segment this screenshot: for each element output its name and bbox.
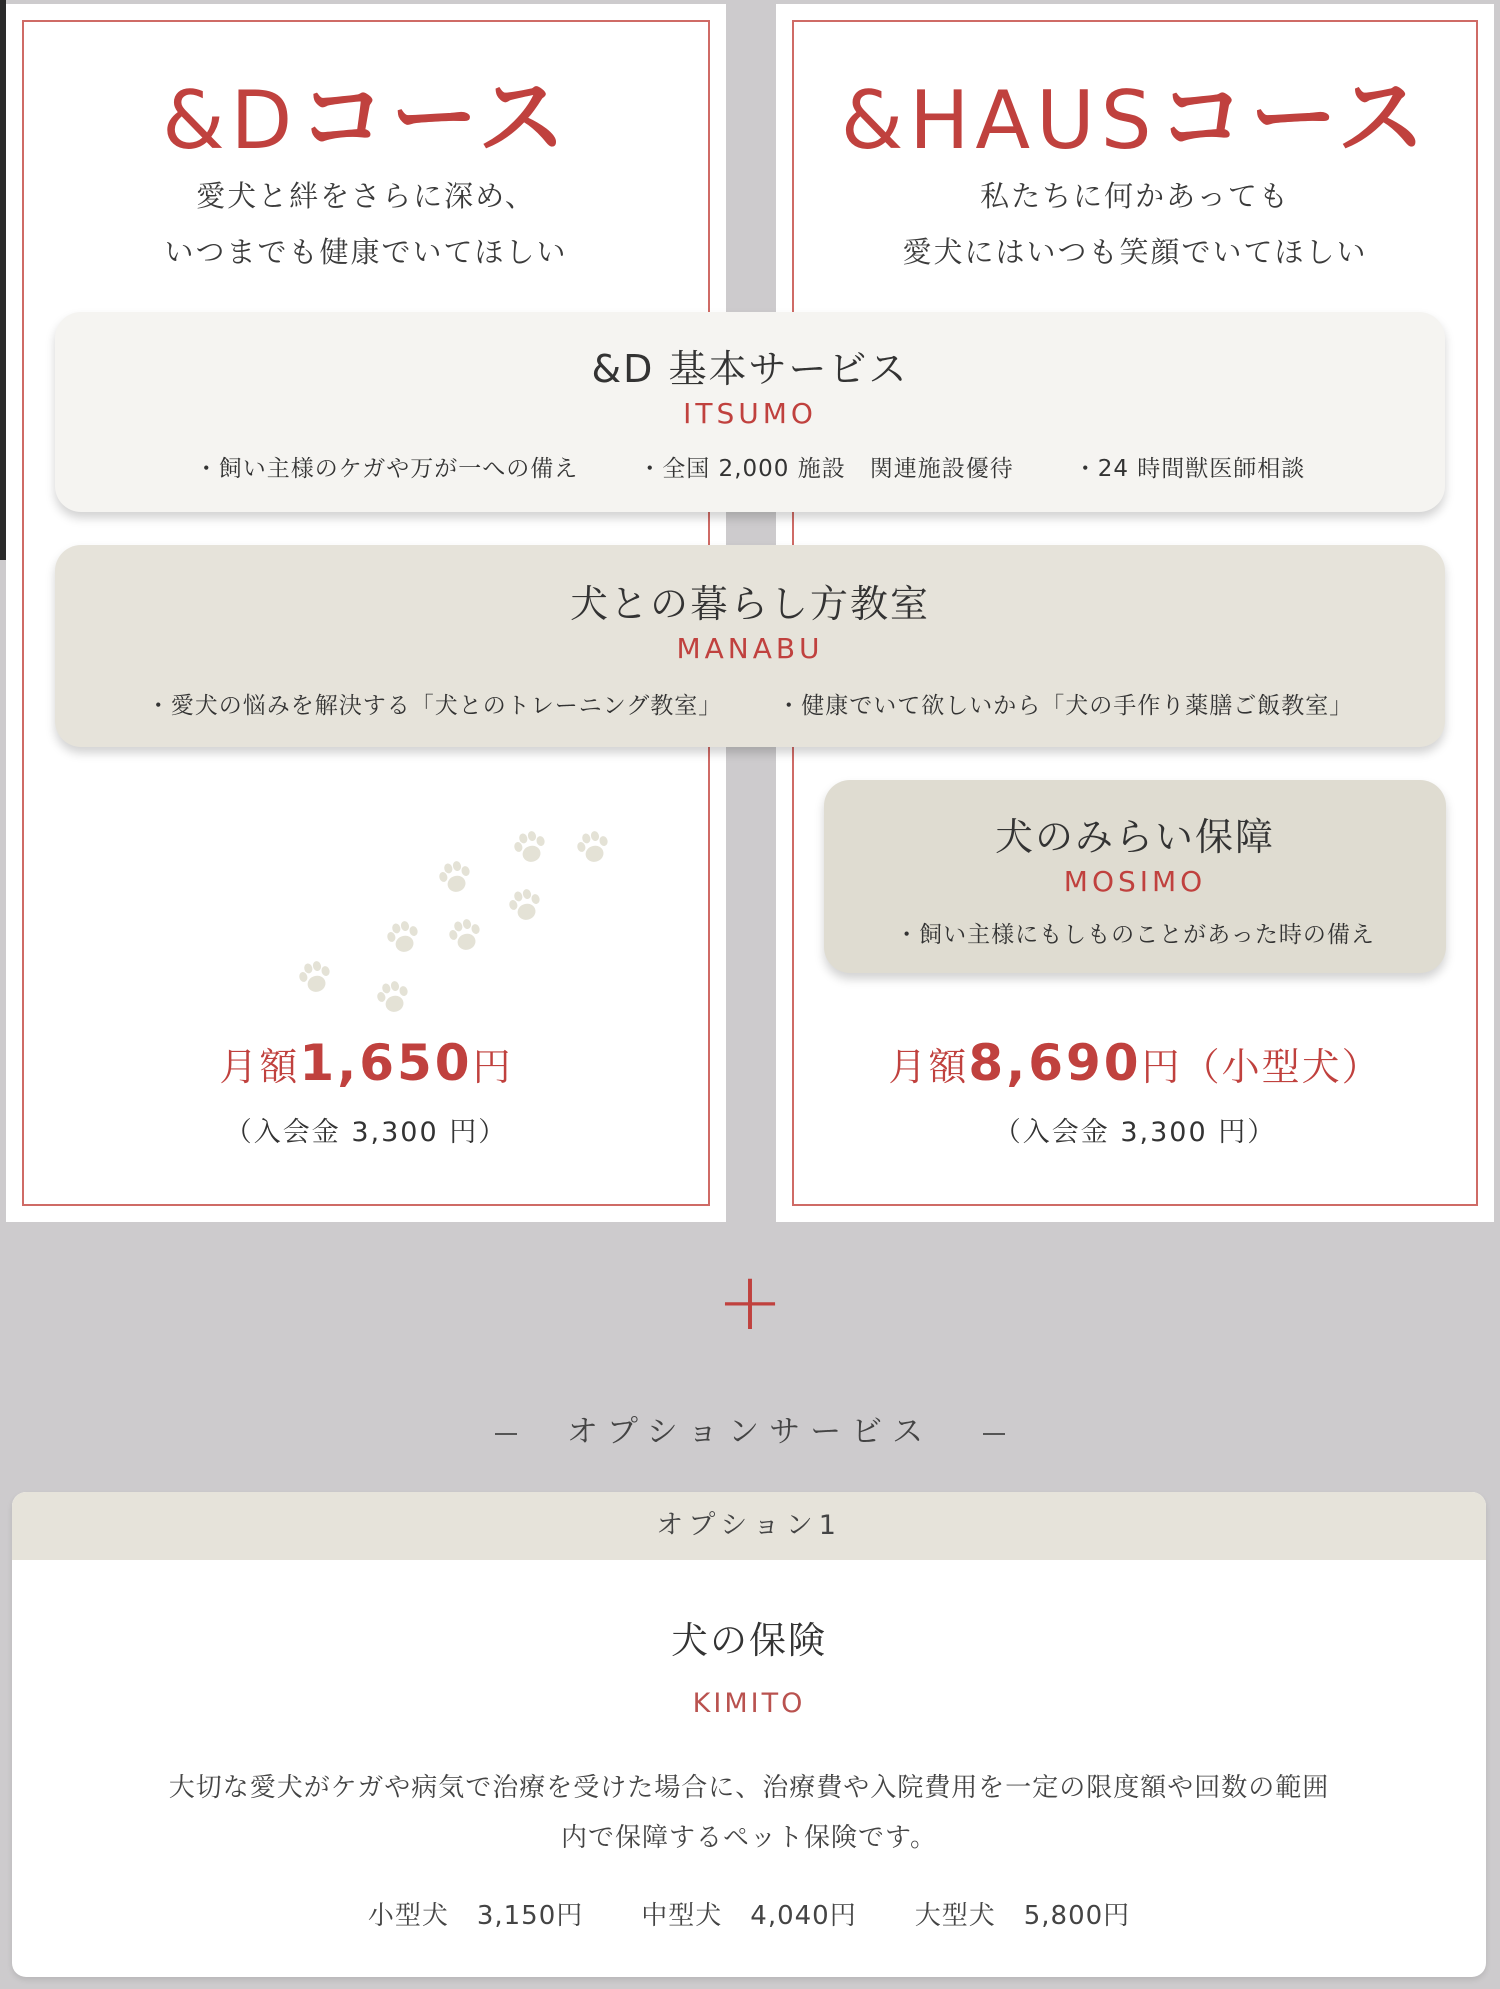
dog-size-label: 小型犬	[367, 1901, 449, 1931]
course-haus-price	[776, 1034, 1494, 1092]
course-d-title	[6, 68, 726, 171]
option-services-heading	[0, 1406, 1500, 1451]
heading-dash-right	[983, 1433, 1005, 1435]
paw-icon	[369, 974, 418, 1023]
service-card-classroom	[55, 545, 1445, 747]
course-d-price-unit: 円	[472, 1045, 513, 1089]
service-basic-items	[55, 450, 1445, 483]
service-basic-item: ・全国 2,000 施設 関連施設優待	[638, 456, 1014, 482]
dog-size-label: 大型犬	[914, 1901, 996, 1931]
option1-card	[12, 1492, 1486, 1977]
course-d-price	[6, 1034, 726, 1092]
service-classroom-items	[55, 687, 1445, 720]
paw-icon	[506, 824, 555, 873]
option1-subtitle: KIMITO	[692, 1688, 806, 1719]
course-d-title-suffix: コース	[298, 66, 570, 169]
option1-prices	[12, 1895, 1486, 1932]
course-haus-title-suffix: コース	[1157, 66, 1430, 169]
option1-desc-line1: 大切な愛犬がケガや病気で治療を受けた場合に、治療費や入院費用を一定の限度額や回数の範囲	[168, 1773, 1330, 1803]
option1-price-medium	[641, 1895, 856, 1932]
course-haus-title	[776, 68, 1494, 171]
heading-dash-left	[495, 1433, 517, 1435]
service-classroom-subtitle: MANABU	[676, 632, 824, 665]
course-d-title-prefix: &D	[162, 74, 299, 167]
option1-price-large	[915, 1895, 1130, 1932]
course-haus-price-unit: 円（小型犬）	[1141, 1045, 1382, 1089]
option1-price-small	[368, 1895, 583, 1932]
course-d-price-label: 月額	[219, 1045, 300, 1089]
service-basic-subtitle: ITSUMO	[683, 397, 817, 430]
course-d-desc-line2: いつまでも健康でいてほしい	[164, 235, 568, 269]
course-haus-title-prefix: &HAUS	[840, 74, 1158, 167]
course-haus-price-label: 月額	[888, 1045, 969, 1089]
course-d-description	[6, 168, 726, 280]
service-card-future	[824, 780, 1446, 973]
price-value: 3,150円	[476, 1901, 584, 1931]
course-haus-price-value: 8,690	[968, 1034, 1142, 1092]
price-value: 4,040円	[750, 1901, 857, 1931]
paw-icon	[379, 914, 428, 963]
course-haus-entry-fee: （入会金 3,300 円）	[993, 1117, 1277, 1148]
paw-icon	[431, 854, 480, 903]
course-d-entry-fee: （入会金 3,300 円）	[224, 1117, 508, 1148]
paw-icon	[441, 912, 490, 961]
service-card-basic	[55, 312, 1445, 512]
service-basic-item: ・飼い主様のケガや万が一への備え	[194, 456, 579, 482]
service-future-title: 犬のみらい保障	[994, 815, 1275, 859]
service-classroom-item: ・健康でいて欲しいから「犬の手作り薬膳ご飯教室」	[777, 693, 1354, 719]
plus-icon: +	[716, 1255, 784, 1348]
price-value: 5,800円	[1023, 1901, 1131, 1931]
option1-label: オプション1	[12, 1492, 1486, 1560]
course-d-price-value: 1,650	[299, 1034, 473, 1092]
paw-icon	[291, 954, 340, 1003]
course-d-desc-line1: 愛犬と絆をさらに深め、	[196, 179, 536, 213]
service-future-subtitle: MOSIMO	[1063, 865, 1207, 898]
option-services-heading-text: オプションサービス	[566, 1414, 934, 1450]
service-classroom-item: ・愛犬の悩みを解決する「犬とのトレーニング教室」	[146, 693, 723, 719]
course-haus-desc-line2: 愛犬にはいつも笑顔でいてほしい	[902, 235, 1368, 269]
option1-description	[159, 1763, 1339, 1863]
service-classroom-title: 犬との暮らし方教室	[569, 582, 930, 626]
option1-title: 犬の保険	[671, 1619, 827, 1662]
service-basic-item: ・24 時間獣医師相談	[1073, 456, 1306, 482]
dog-size-label: 中型犬	[641, 1901, 723, 1931]
paw-prints-decoration	[295, 818, 635, 1028]
course-haus-desc-line1: 私たちに何かあっても	[980, 179, 1290, 213]
course-haus-description	[776, 168, 1494, 280]
paw-icon	[501, 882, 550, 931]
service-basic-title: &D 基本サービス	[591, 347, 909, 391]
option1-desc-line2: 内で保障するペット保険です。	[561, 1823, 937, 1853]
service-future-item: ・飼い主様にもしものことがあった時の備え	[895, 922, 1375, 948]
paw-icon	[569, 824, 618, 873]
